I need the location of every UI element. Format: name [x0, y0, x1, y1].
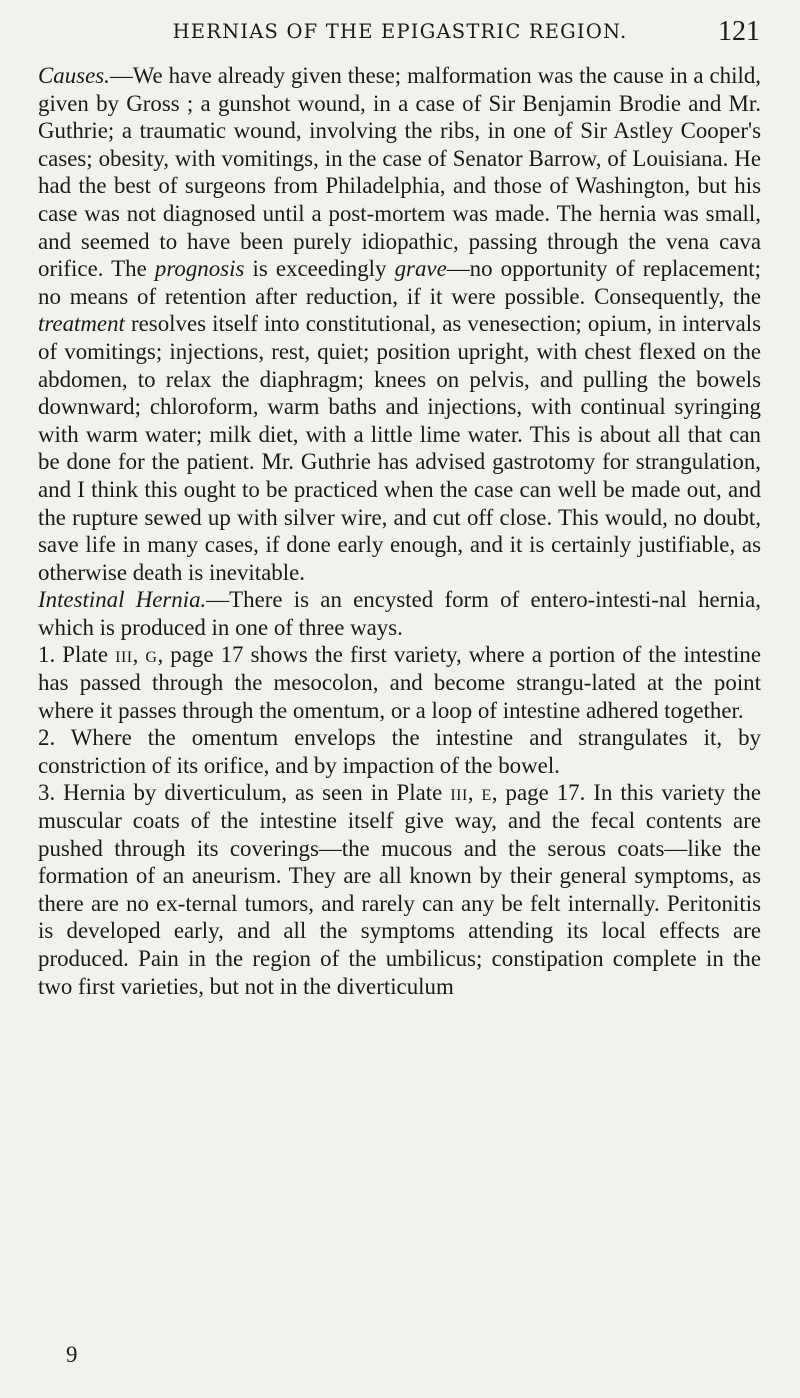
signature-mark: 9: [66, 1342, 78, 1367]
item-1-plate-numeral: iii: [115, 642, 133, 668]
treatment-term: treatment: [38, 311, 125, 337]
paragraph-causes: [38, 62, 761, 586]
paragraph-intestinal-hernia: [38, 586, 761, 641]
item-3-prefix: 3. Hernia by diverticulum, as seen in Plate: [38, 780, 451, 806]
causes-text-1: —We have already given these; malformation was the cause in a child, given by Gross ; a gunshot wound, in a case of Sir Benjamin Brodie and Mr. Guthrie; a traumatic wound, involving the ribs, in one of Sir Astley Cooper's cases; obesity, with vomitings, in the case of Senator Barrow, of Louisiana. He had the best of surgeons from Philadelphia, and those of Washington, but his case was not diagnosed until a post-mortem was made. The hernia was small, and seemed to have been purely idiopathic, passing through the vena cava orifice. The: [38, 63, 761, 282]
item-3-text: , page 17. In this variety the muscular coats of the intestine itself give way, and the fecal contents are pushed through its coverings—the mucous and the serous coats—like the formation of an aneurism. They are all known by their general symptoms, as there are no ex-ternal tumors, and rarely can any be felt internally. Peritonitis is developed early, and all the symptoms attending its local effects are produced. Pain in the region of the umbilicus; constipation complete in the two first varieties, but not in the diverticulum: [38, 780, 761, 999]
causes-text-2: is exceedingly: [244, 256, 395, 282]
causes-heading: Causes.: [38, 63, 110, 88]
paragraph-item-1: [38, 641, 761, 724]
item-3-plate-letter: e: [481, 780, 492, 806]
item-1-plate-letter: g: [145, 642, 158, 668]
causes-text-4: resolves itself into constitutional, as venesection; opium, in intervals of vomitings; injections, rest, quiet; position upright, with chest flexed on the abdomen, to relax the diaphragm; knees on pelvis, and pulling the bowels downward; chloroform, warm baths and injections, with continual syringing with warm water; milk diet, with a little lime water. This is about all that can be done for the patient. Mr. Guthrie has advised gastrotomy for strangulation, and I think this ought to be practiced when the case can well be made out, and the rupture sewed up with silver wire, and cut off close. This would, no doubt, save life in many cases, if done early enough, and it is certainly justifiable, as otherwise death is inevitable.: [38, 311, 761, 585]
paragraph-item-3: [38, 779, 761, 1000]
item-1-text: , page 17 shows the first variety, where a portion of the intestine has passed through the mesocolon, and become strangu-lated at the point where it passes through the omentum, or a loop of intestine adhered together.: [38, 642, 761, 723]
intestinal-hernia-heading: Intestinal Hernia.: [38, 587, 207, 613]
grave-term: grave: [394, 256, 447, 282]
paragraph-item-2: [38, 724, 761, 779]
body-text: [38, 62, 761, 1000]
running-head: [40, 16, 760, 50]
item-1-prefix: 1. Plate: [38, 642, 116, 668]
item-3-comma: ,: [467, 780, 482, 806]
running-title: HERNIAS OF THE EPIGASTRIC REGION.: [172, 20, 628, 43]
item-3-plate-numeral: iii: [450, 780, 468, 806]
causes-text-3: —no opportunity of replacement; no means of retention after reduction, if it were possible. Consequently, the: [38, 256, 761, 309]
prognosis-term: prognosis: [154, 256, 245, 282]
item-1-comma: ,: [132, 642, 146, 668]
item-2-text: 2. Where the omentum envelops the intestine and strangulates it, by constriction of its orifice, and by impaction of the bowel.: [38, 725, 761, 778]
intestinal-hernia-text: —There is an encysted form of entero-intesti-nal hernia, which is produced in one of three ways.: [38, 587, 761, 640]
page-number: 121: [718, 16, 760, 47]
